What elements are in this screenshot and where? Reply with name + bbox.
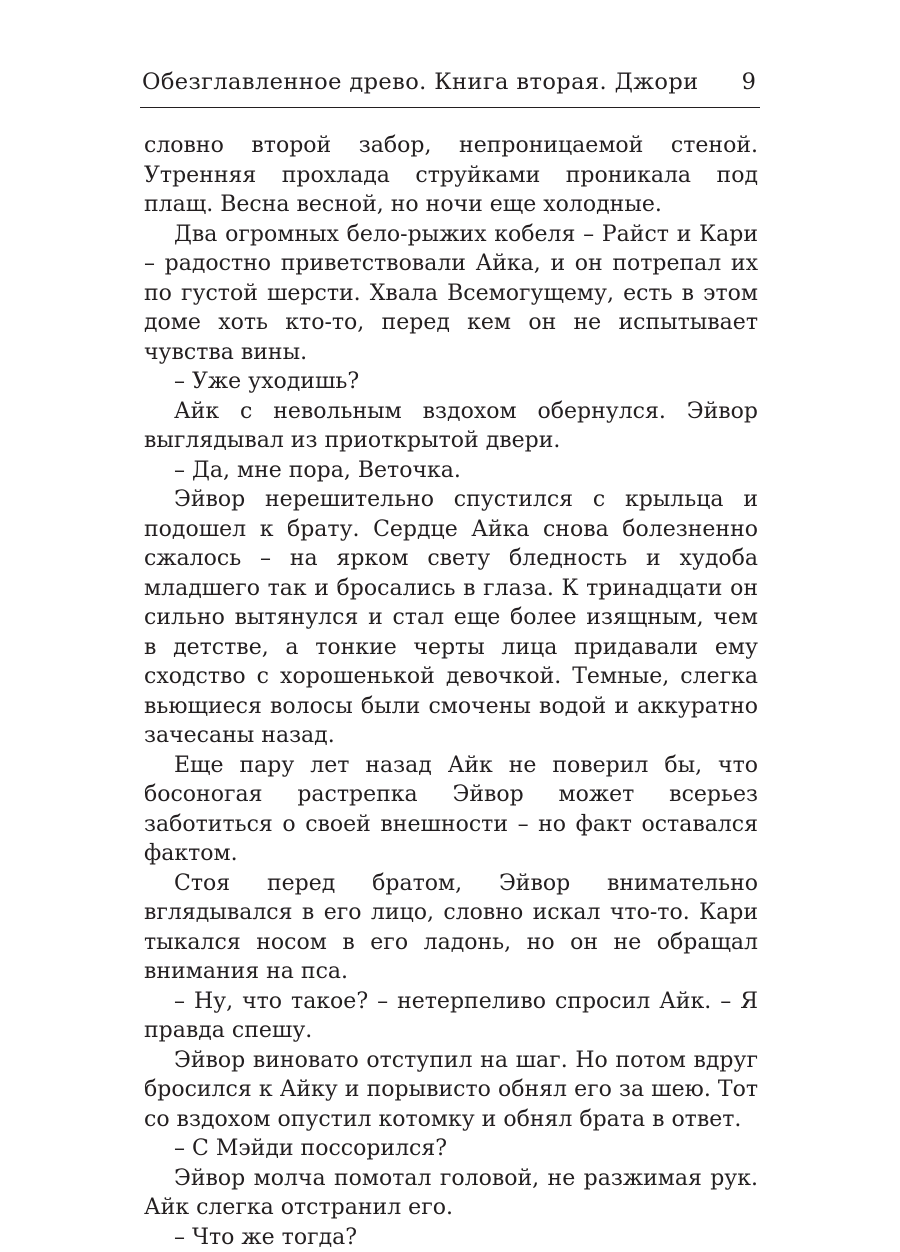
paragraph: Айк с невольным вздохом обернулся. Эйвор выглядывал из приоткрытой двери. [144,397,758,456]
paragraph: Эйвор молча помотал головой, не разжимая рук. Айк слегка отстранил его. [144,1164,758,1223]
running-title: Обезглавленное древо. Книга вторая. Джори [142,66,699,98]
dialogue-line: – Что же тогда? [144,1223,758,1252]
dialogue-line: – Да, мне пора, Веточка. [144,456,758,486]
dialogue-line: – Уже уходишь? [144,367,758,397]
header-rule [140,107,760,108]
paragraph-continued: словно второй забор, непроницаемой стеной. Утренняя прохлада струйками проникала под плащ. Весна весной, но ночи еще холодные. [144,131,758,220]
paragraph: Эйвор виновато отступил на шаг. Но потом вдруг бросился к Айку и порывисто обнял его за шею. Тот со вздохом опустил котомку и обнял брата в ответ. [144,1046,758,1135]
running-head [140,66,760,100]
page-number: 9 [742,66,756,98]
paragraph: Стоя перед братом, Эйвор внимательно вглядывался в его лицо, словно искал что-то. Кари тыкался носом в его ладонь, но он не обращал внимания на пса. [144,869,758,987]
dialogue-line: – С Мэйди поссорился? [144,1134,758,1164]
body-text [144,131,758,1252]
dialogue-line: – Ну, что такое? – нетерпеливо спросил Айк. – Я правда спешу. [144,987,758,1046]
paragraph: Эйвор нерешительно спустился с крыльца и подошел к брату. Сердце Айка снова болезненно сжалось – на ярком свету бледность и худоба младшего так и бросались в глаза. К тринадцати он сильно вытянулся и стал еще более изящным, чем в детстве, а тонкие черты лица придавали ему сходство с хорошенькой девочкой. Темные, слегка вьющиеся волосы были смочены водой и аккуратно зачесаны назад. [144,485,758,751]
paragraph: Два огромных бело-рыжих кобеля – Райст и Кари – радостно приветствовали Айка, и он потрепал их по густой шерсти. Хвала Всемогущему, есть в этом доме хоть кто-то, перед кем он не испытывает чувства вины. [144,220,758,368]
paragraph: Еще пару лет назад Айк не поверил бы, что босоногая растрепка Эйвор может всерьез заботиться о своей внешности – но факт оставался фактом. [144,751,758,869]
